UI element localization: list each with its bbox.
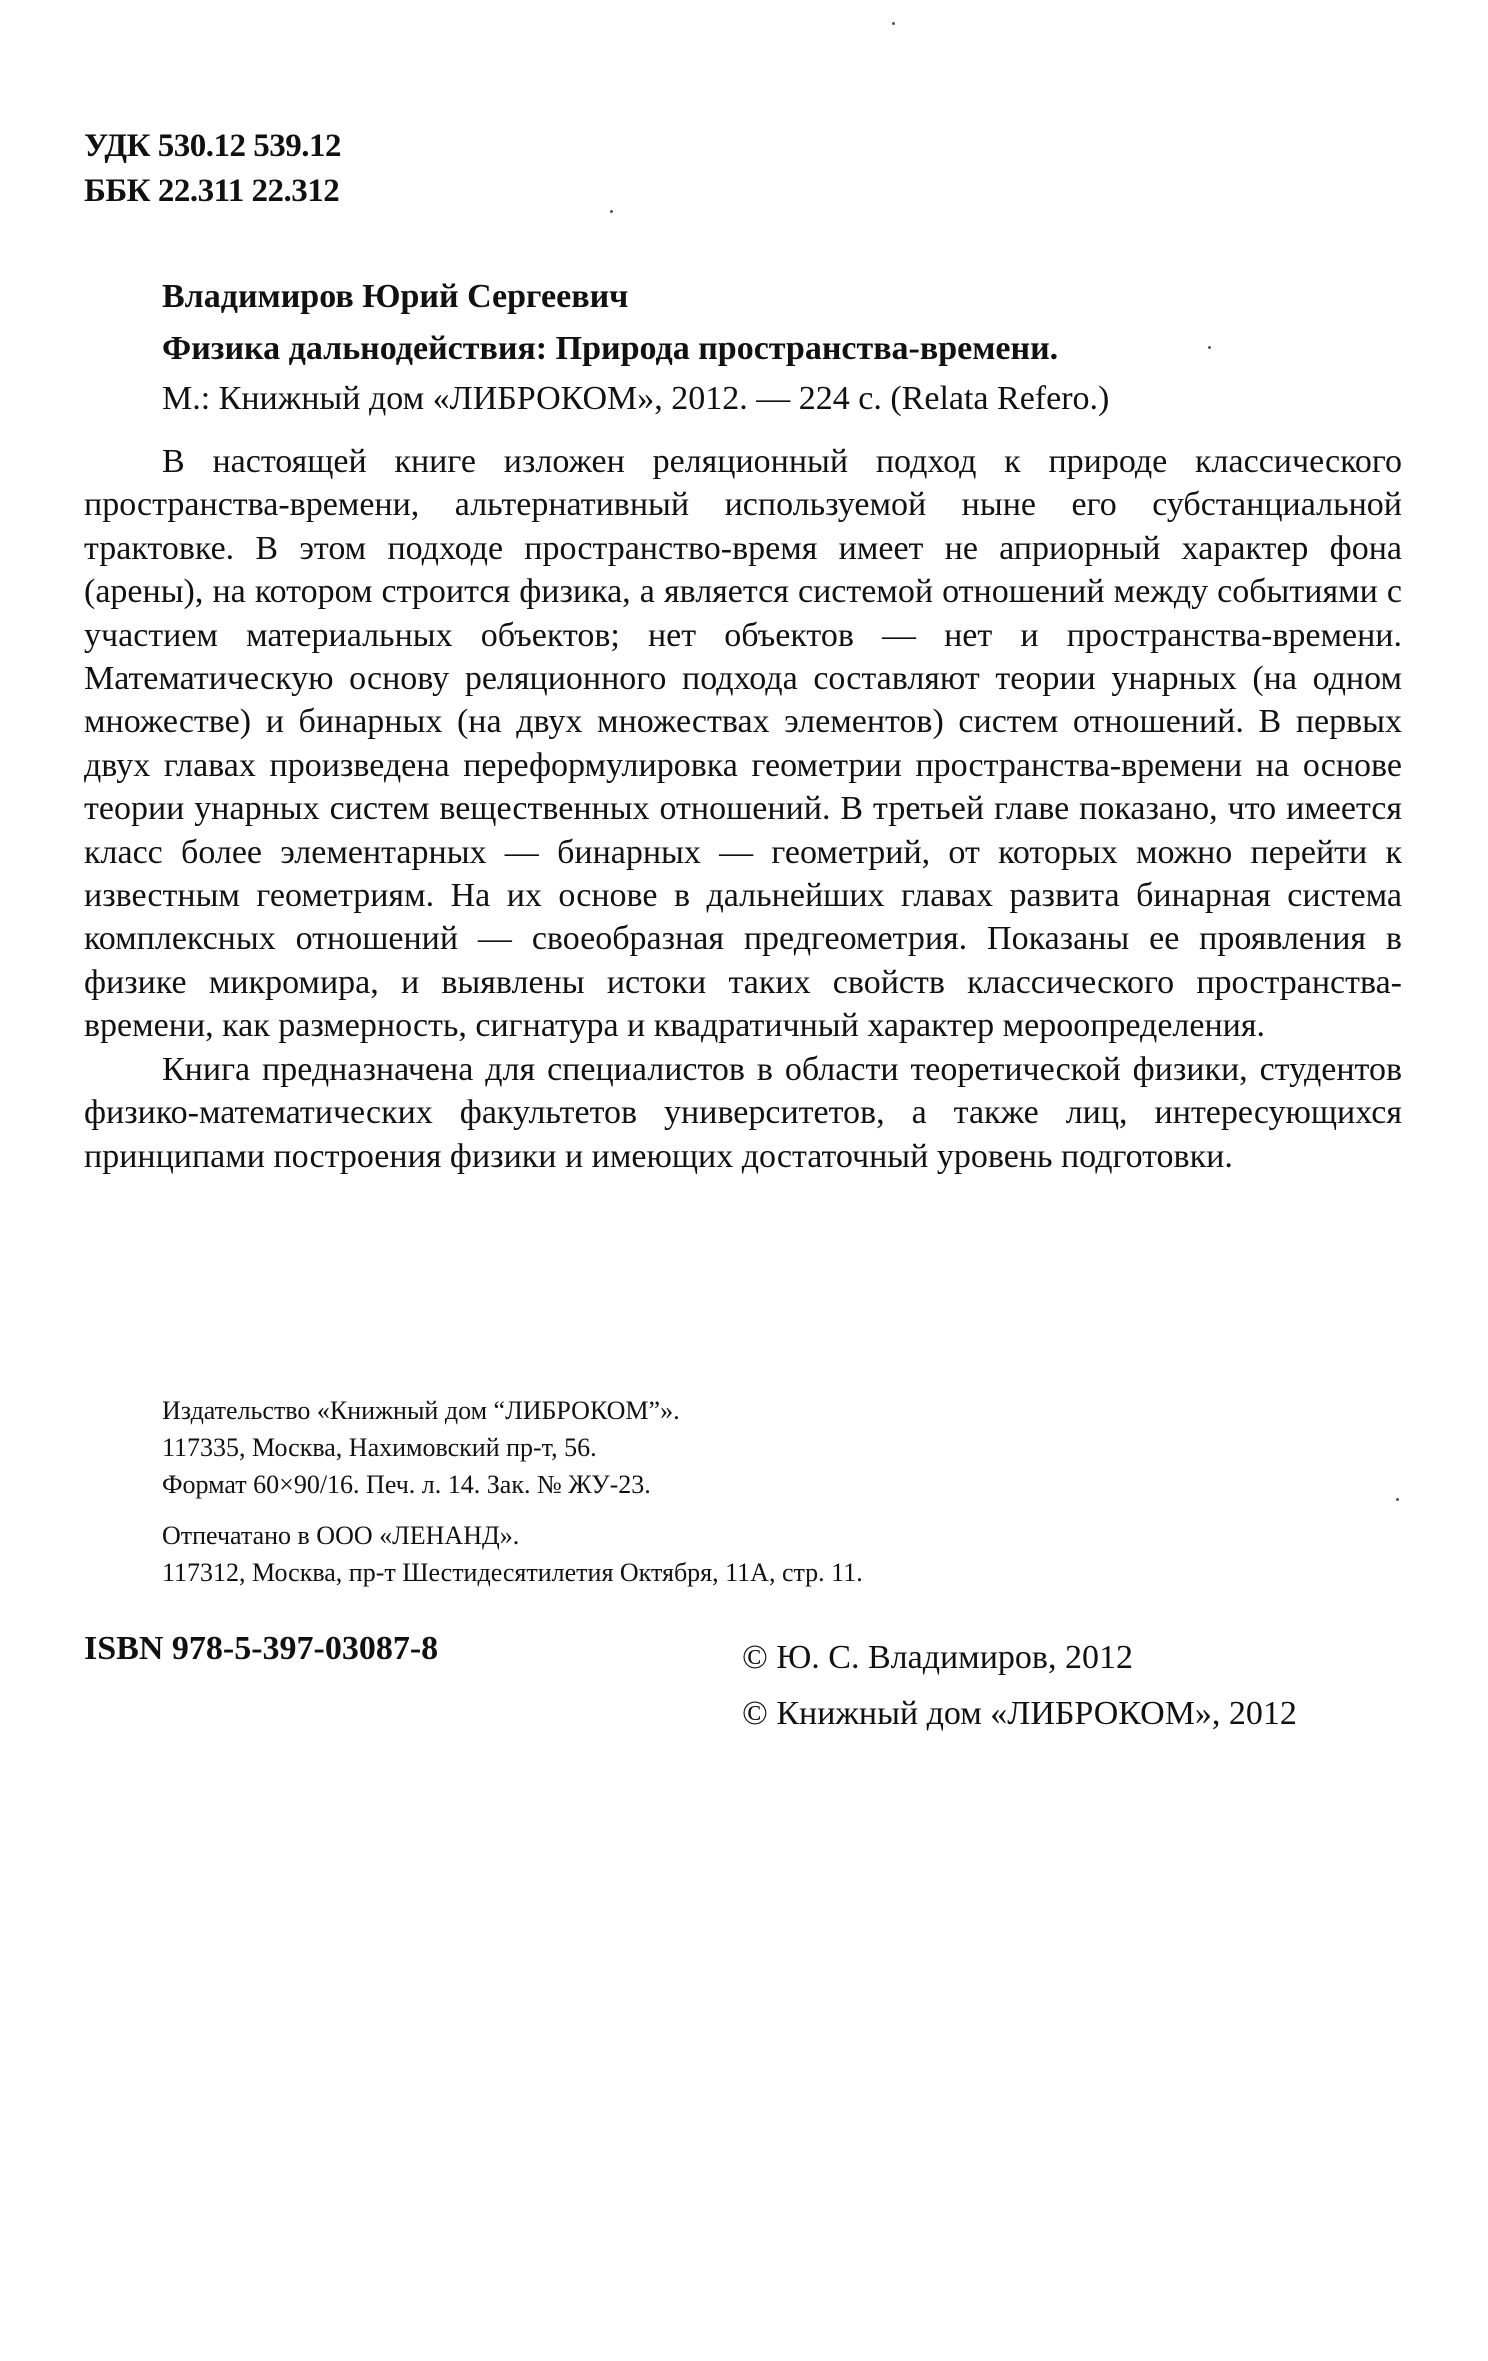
copyright-block [742,1630,1297,1742]
copyright-publisher: © Книжный дом «ЛИБРОКОМ», 2012 [742,1695,1297,1732]
udk-code: УДК 530.12 539.12 [84,128,342,164]
scan-speck [610,210,613,213]
scan-speck [1208,346,1211,349]
print-format: Формат 60×90/16. Печ. л. 14. Зак. № ЖУ-23. [162,1470,651,1499]
publisher-address: 117335, Москва, Нахимовский пр-т, 56. [162,1433,597,1462]
colophon [162,1392,863,1591]
copyright-author: © Ю. С. Владимиров, 2012 [742,1639,1133,1676]
abstract-paragraph: В настоящей книге изложен реляционный подход к природе классического пространства-времени, альтернативный используемой ныне его субстанциальной трактовке. В этом подходе пространство-время имеет не априорный характер фона (арены), на котором строится физика, а является системой отношений между событиями с участием материальных объектов; нет объектов — нет и пространства-времени. Математическую основу реляционного подхода составляют теории унарных (на одном множестве) и бинарных (на двух множествах элементов) систем отношений. В первых двух главах произведена переформулировка геометрии пространства-времени на основе теории унарных систем вещественных отношений. В третьей главе показано, что имеется класс более элементарных — бинарных — геометрий, от которых можно перейти к известным геометриям. На их основе в дальнейших главах развита бинарная система комплексных отношений — своеобразная предгеометрия. Показаны ее проявления в физике микромира, и выявлены истоки таких свойств классического пространства-времени, как размерность, сигнатура и квадратичный характер мероопределения. [84,443,1402,1045]
scan-speck [1396,1498,1399,1501]
scan-speck [892,22,895,25]
author-name: Владимиров Юрий Сергеевич [162,278,629,315]
bbk-code: ББК 22.311 22.312 [84,173,340,209]
isbn: ISBN 978-5-397-03087-8 [84,1630,439,1667]
book-title: Физика дальнодействия: Природа пространства-времени. [162,330,1059,367]
imprint-line: М.: Книжный дом «ЛИБРОКОМ», 2012. — 224 с. (Relata Refero.) [162,380,1110,417]
publisher-name: Издательство «Книжный дом “ЛИБРОКОМ”». [162,1396,680,1425]
printer-name: Отпечатано в ООО «ЛЕНАНД». [162,1521,520,1550]
classification-codes [84,124,341,214]
abstract [84,440,1402,1178]
printer-address: 117312, Москва, пр-т Шестидесятилетия Октября, 11А, стр. 11. [162,1558,863,1587]
abstract-paragraph: Книга предназначена для специалистов в области теоретической физики, студентов физико-математических факультетов университетов, а также лиц, интересующихся принципами построения физики и имеющих достаточный уровень подготовки. [84,1050,1402,1175]
